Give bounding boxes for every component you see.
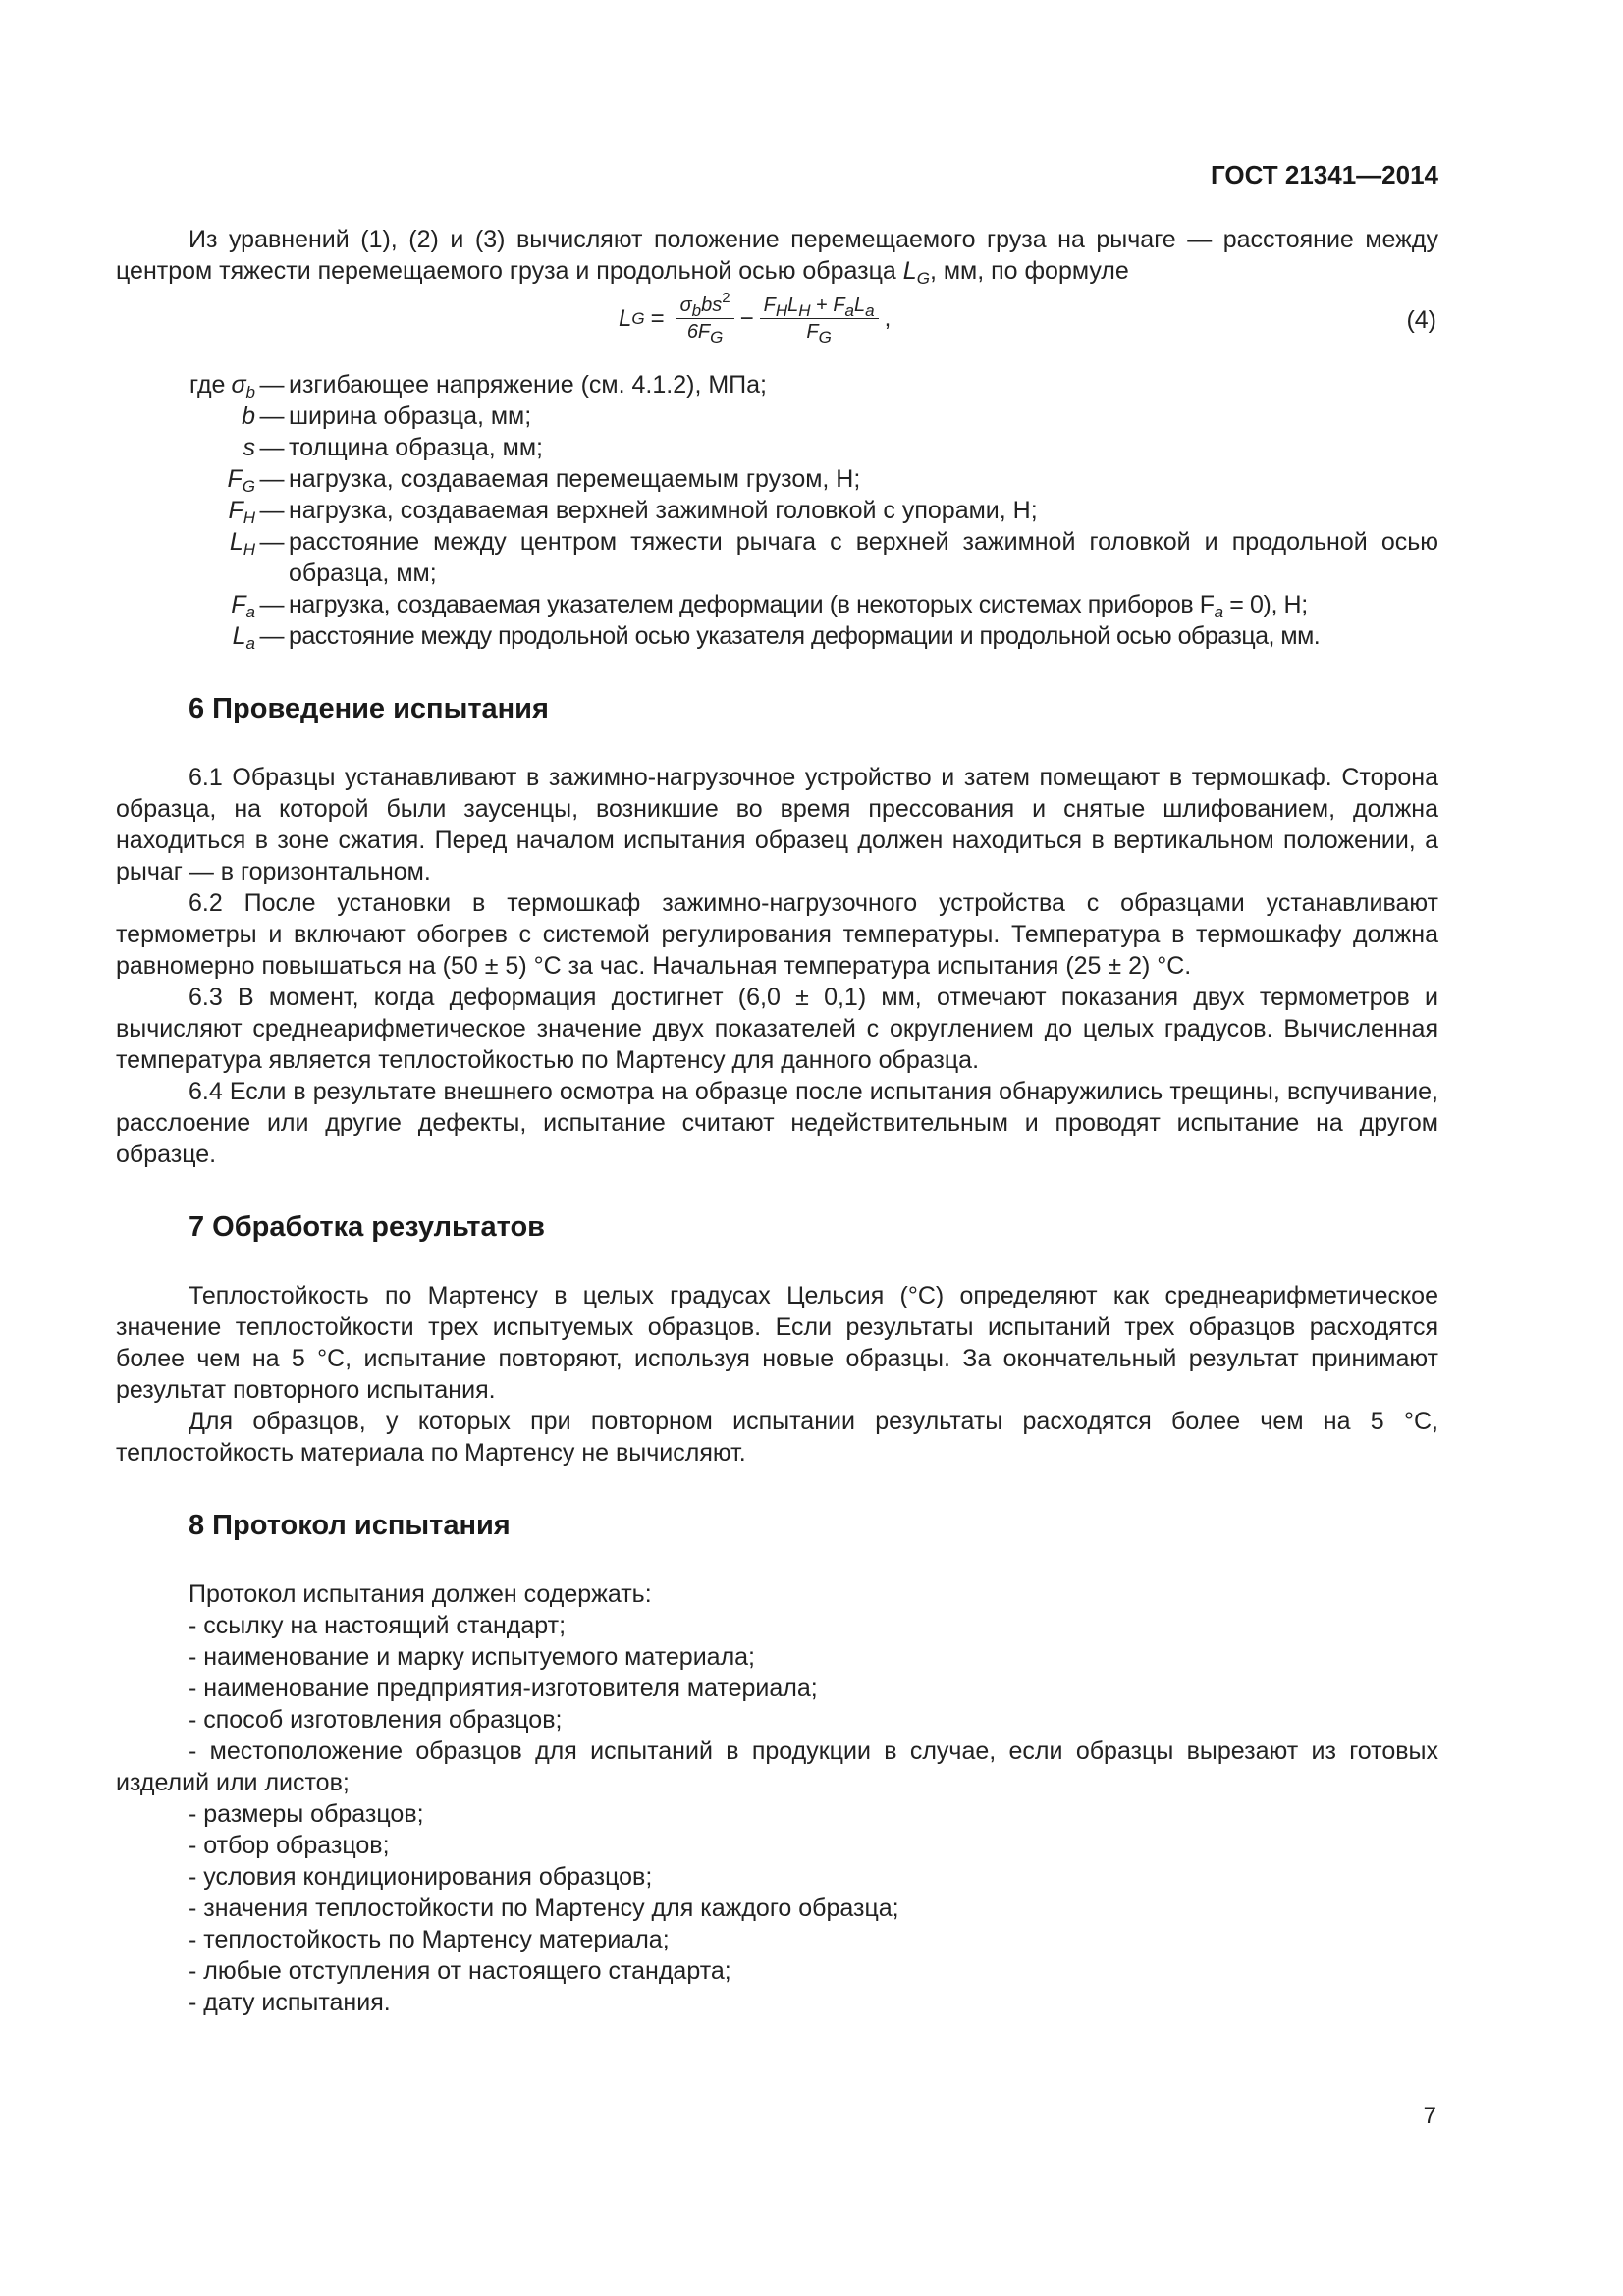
paragraph-7-2: Для образцов, у которых при повторном испытании результаты расходятся более чем на 5 °С, теплостойкость материала по Мартенсу не вычисляют. — [116, 1408, 1438, 1467]
list-item: - местоположение образцов для испытаний в продукции в случае, если образцы вырезают из готовых изделий или листов; — [116, 1737, 1438, 1796]
section-7-heading: 7 Обработка результатов — [189, 1211, 545, 1243]
list-item: - теплостойкость по Мартенсу материала; — [189, 1926, 670, 1953]
paragraph-6-3: 6.3 В момент, когда деформация достигнет (6,0 ± 0,1) мм, отмечают показания двух термометров и вычисляют среднеарифметическое значение двух показателей с округлением до целых градусов. Вычисленная температура является теплостойкостью по Мартенсу для данного образца. — [116, 984, 1438, 1074]
document-header-id: ГОСТ 21341—2014 — [1211, 160, 1438, 189]
definition-row: $F_H$ — нагрузка, создаваемая верхней зажимной головкой с упорами, Н; — [228, 497, 1038, 527]
definition-row: b — ширина образца, мм; — [242, 402, 532, 430]
fraction-2: $\frac{F_HL_H + F_aL_a}{F_G}$ — [760, 293, 879, 345]
equation-number: (4) — [1406, 306, 1436, 334]
paragraph-7-1: Теплостойкость по Мартенсу в целых градусах Цельсия (°С) определяют как среднеарифметическое значение теплостойкости трех испытуемых образцов. Если результаты испытаний трех образцов расходятся более чем на 5 °С, испытание повторяют, используя новые образцы. За окончательный результат принимают результат повторного испытания. — [116, 1282, 1438, 1404]
variable-definitions — [116, 369, 1438, 652]
list-item: - любые отступления от настоящего стандарта; — [189, 1957, 731, 1985]
list-item: - значения теплостойкости по Мартенсу для каждого образца; — [189, 1895, 899, 1922]
section-8-heading: 8 Протокол испытания — [189, 1510, 511, 1541]
page-number: 7 — [1423, 2103, 1436, 2129]
list-item: - дату испытания. — [189, 1989, 391, 2016]
formula-expression: L G = $\frac{\sigma_bbs^2}{6F_G}$ − $\frac{F_HL_H + F_aL_a}{F_G}$ , — [619, 290, 892, 347]
list-item: - отбор образцов; — [189, 1832, 390, 1859]
list-item: - способ изготовления образцов; — [189, 1706, 563, 1734]
definition-row: $L_H$ — расстояние между центром тяжести рычага с верхней зажимной головкой и продольной осью образца, мм; — [229, 528, 1438, 587]
list-item: - наименование предприятия-изготовителя материала; — [189, 1675, 818, 1702]
fraction-1: $\frac{\sigma_bbs^2}{6F_G}$ — [676, 293, 734, 345]
page-content — [116, 224, 1438, 2018]
paragraph-6-1: 6.1 Образцы устанавливают в зажимно-нагрузочное устройство и затем помещают в термошкаф. Сторона образца, на которой были заусенцы, возникшие во время прессования и снятые шлифованием, должна находиться в зоне сжатия. Перед началом испытания образец должен находиться в вертикальном положении, а рычаг — в горизонтальном. — [116, 764, 1438, 885]
definition-row: где $\sigma_b$ — изгибающее напряжение (см. 4.1.2), МПа; — [189, 371, 767, 401]
intro-paragraph: Из уравнений (1), (2) и (3) вычисляют положение перемещаемого груза на рычаге — расстояние между центром тяжести перемещаемого груза и продольной осью образца $L_G$, мм, по формуле — [116, 226, 1438, 288]
list-item: - размеры образцов; — [189, 1800, 424, 1828]
paragraph-6-4: 6.4 Если в результате внешнего осмотра на образце после испытания обнаружились трещины, вспучивание, расслоение или другие дефекты, испытание считают недействительным и проводят испытание на другом образце. — [116, 1078, 1438, 1168]
definition-row: $F_G$ — нагрузка, создаваемая перемещаемым грузом, Н; — [227, 465, 861, 496]
list-item: - наименование и марку испытуемого материала; — [189, 1643, 756, 1671]
definition-row: $L_a$ — расстояние между продольной осью указателя деформации и продольной осью образца, мм. — [232, 622, 1321, 653]
list-item: - условия кондиционирования образцов; — [189, 1863, 653, 1891]
section-6-heading: 6 Проведение испытания — [189, 693, 549, 724]
definition-row: s — толщина образца, мм; — [243, 434, 543, 461]
paragraph-6-2: 6.2 После установки в термошкаф зажимно-нагрузочного устройства с образцами устанавливают термометры и включают обогрев с системой регулирования температуры. Температура в термошкафу должна равномерно повышаться на (50 ± 5) °С за час. Начальная температура испытания (25 ± 2) °С. — [116, 889, 1438, 980]
section-8-lead: Протокол испытания должен содержать: — [189, 1580, 652, 1608]
definition-row: $F_a$ — нагрузка, создаваемая указателем деформации (в некоторых системах приборов $F_a = 0$), Н; — [231, 591, 1308, 621]
protocol-list — [116, 1610, 1438, 2018]
list-item: - ссылку на настоящий стандарт; — [189, 1612, 567, 1639]
formula-4 — [116, 289, 1438, 365]
